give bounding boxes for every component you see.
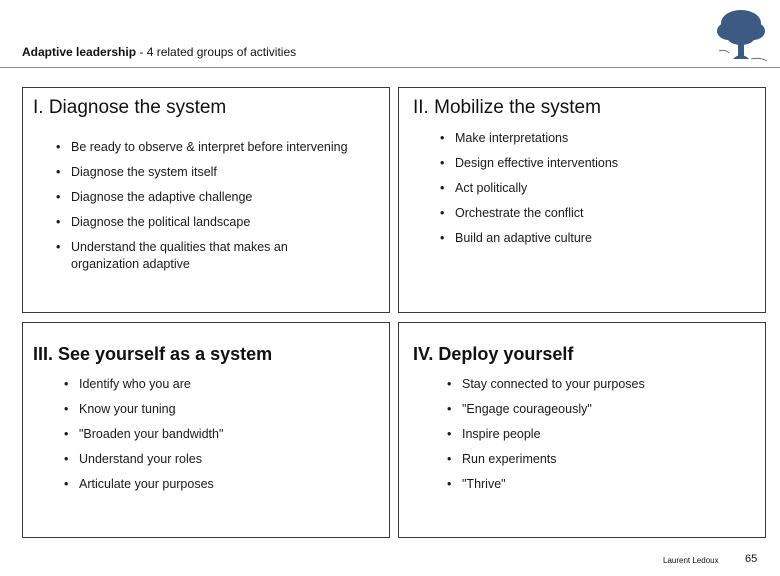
list-item: • Design effective interventions xyxy=(440,155,760,172)
page-number: 65 xyxy=(745,553,758,565)
list-item: • Act politically xyxy=(440,180,760,197)
list-item: • Make interpretations xyxy=(440,130,760,147)
footer-author: Laurent Ledoux xyxy=(663,556,719,565)
list-item: • "Broaden your bandwidth" xyxy=(64,426,374,443)
quadrant-title: II. Mobilize the system xyxy=(413,97,601,118)
list-item: • Know your tuning xyxy=(64,401,374,418)
header-title xyxy=(22,45,296,59)
list-item: • Diagnose the adaptive challenge xyxy=(56,189,386,206)
bullet-list xyxy=(440,130,760,255)
bullet-list xyxy=(447,376,757,501)
list-item: • "Engage courageously" xyxy=(447,401,757,418)
list-item: • Identify who you are xyxy=(64,376,374,393)
header-title-bold: Adaptive leadership xyxy=(22,45,137,59)
tree-logo-icon xyxy=(711,5,771,73)
list-item: • Diagnose the political landscape xyxy=(56,214,386,231)
quadrant-title: III. See yourself as a system xyxy=(33,344,273,364)
list-item: • Understand the qualities that makes an organization adaptive xyxy=(56,239,326,273)
list-item: • Orchestrate the conflict xyxy=(440,205,760,222)
bullet-list xyxy=(64,376,374,501)
list-item: • Run experiments xyxy=(447,451,757,468)
list-item: • Stay connected to your purposes xyxy=(447,376,757,393)
list-item: • "Thrive" xyxy=(447,476,757,493)
header-title-subtitle: - 4 related groups of activities xyxy=(136,45,297,59)
quadrant-title: I. Diagnose the system xyxy=(33,97,227,118)
bullet-list xyxy=(56,139,386,281)
list-item: • Articulate your purposes xyxy=(64,476,374,493)
list-item: • Build an adaptive culture xyxy=(440,230,760,247)
list-item: • Diagnose the system itself xyxy=(56,164,386,181)
header-divider xyxy=(0,67,780,68)
list-item: • Inspire people xyxy=(447,426,757,443)
quadrant-title: IV. Deploy yourself xyxy=(413,344,574,364)
list-item: • Understand your roles xyxy=(64,451,374,468)
list-item: • Be ready to observe & interpret before intervening xyxy=(56,139,386,156)
